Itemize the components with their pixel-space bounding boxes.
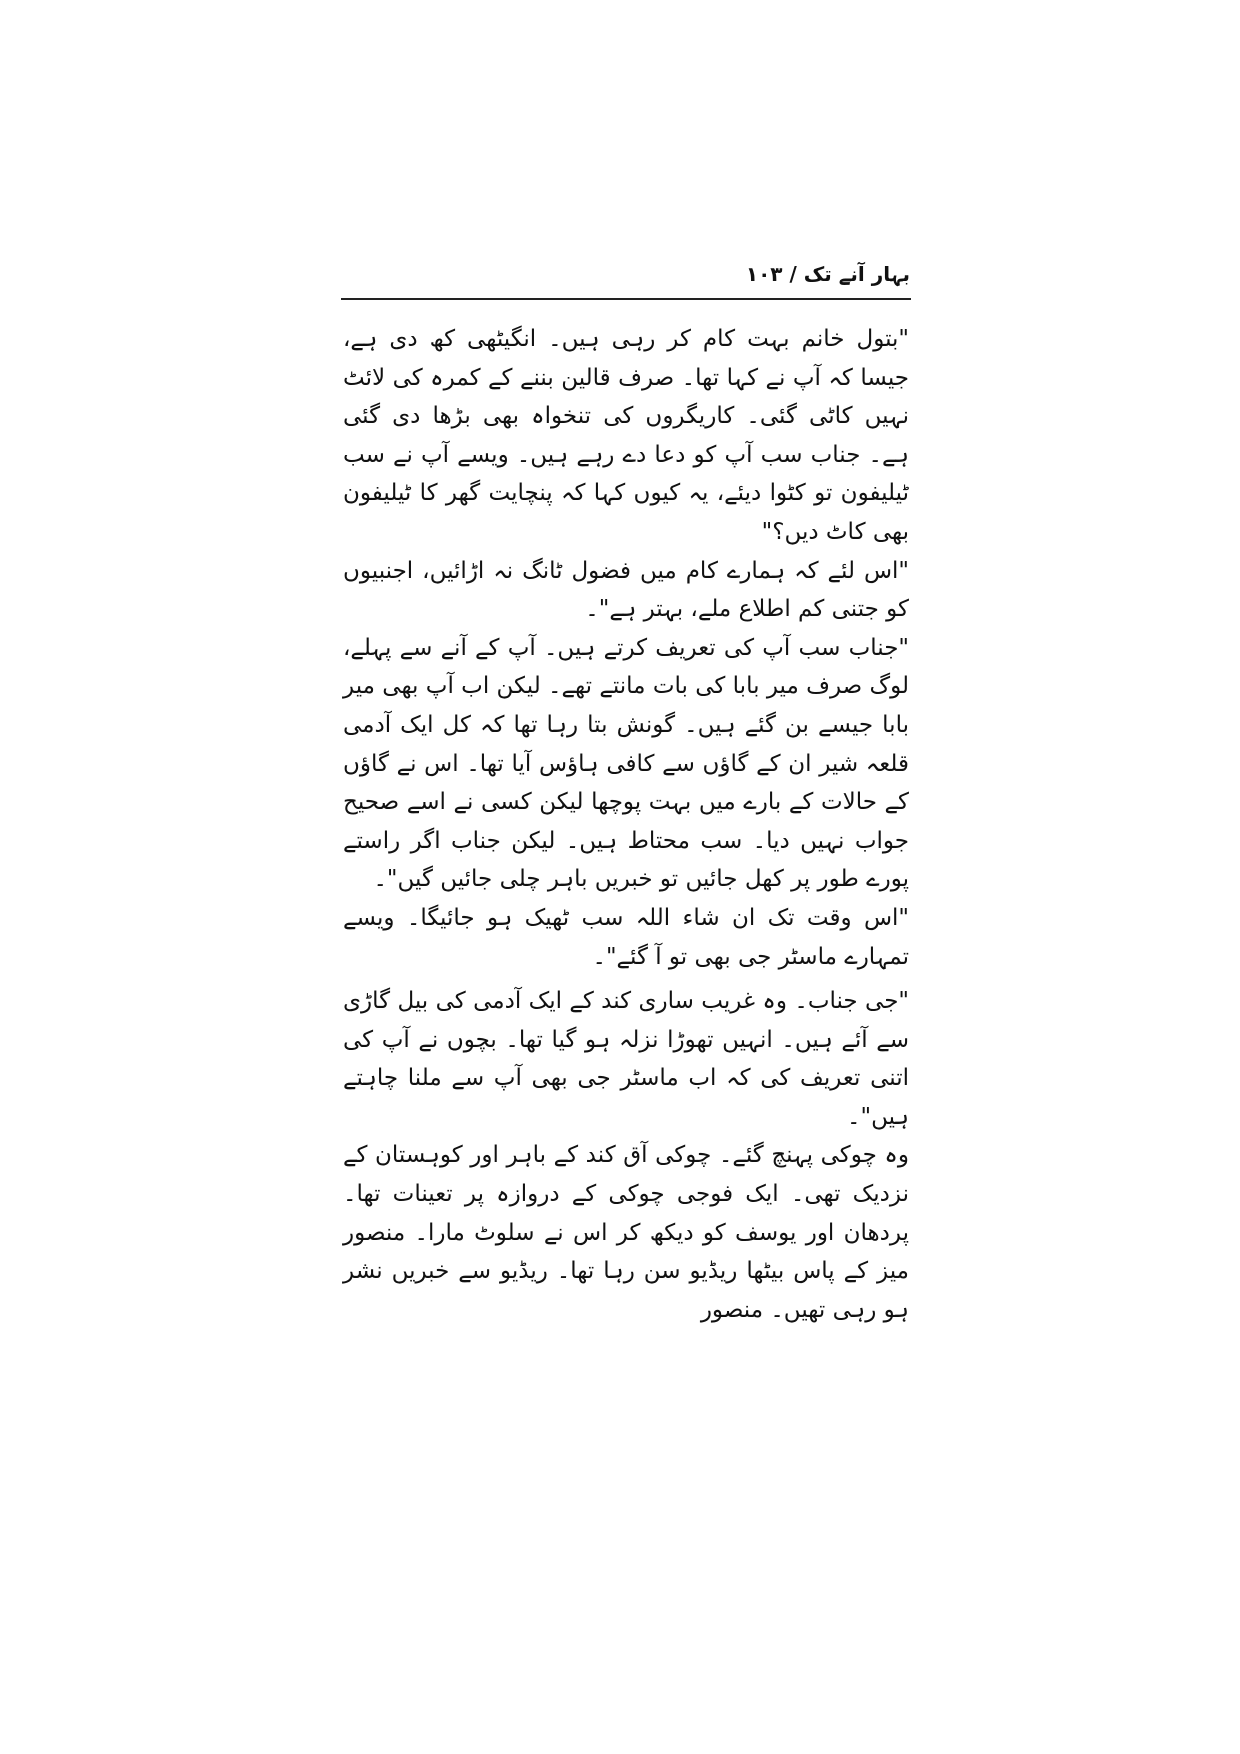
header-title: بہار آنے تک / ۱۰۳ bbox=[745, 262, 910, 286]
paragraph-6: وہ چوکی پہنچ گئے۔ چوکی آق کند کے باہر اور کوہستان کے نزدیک تھی۔ ایک فوجی چوکی کے دروازہ پر تعینات تھا۔ پردھان اور یوسف کو دیکھ کر اس نے سلوٹ مارا۔ منصور میز کے پاس بیٹھا ریڈیو سن رہا تھا۔ ریڈیو سے خبریں نشر ہو رہی تھیں۔ منصور bbox=[343, 1142, 909, 1323]
paragraph-2: "اس لئے کہ ہمارے کام میں فضول ٹانگ نہ اڑائیں، اجنبیوں کو جتنی کم اطلاع ملے، بہتر ہے"۔ bbox=[343, 557, 909, 623]
running-header bbox=[340, 256, 910, 296]
paragraph-4: "اس وقت تک ان شاء اللہ سب ٹھیک ہو جائیگا۔ ویسے تمہارے ماسٹر جی بھی تو آ گئے"۔ bbox=[343, 904, 909, 970]
paragraph-1: "بتول خانم بہت کام کر رہی ہیں۔ انگیٹھی کھ دی ہے، جیسا کہ آپ نے کہا تھا۔ صرف قالین بننے کے کمرہ کی لائٹ نہیں کاٹی گئی۔ کاریگروں کی تنخواہ بھی بڑھا دی گئی ہے۔ جناب سب آپ کو دعا دے رہے ہیں۔ ویسے آپ نے سب ٹیلیفون تو کٹوا دیئے، یہ کیوں کہا کہ پنچایت گھر کا ٹیلیفون بھی کاٹ دیں؟" bbox=[343, 326, 909, 545]
paragraph-5: "جی جناب۔ وہ غریب ساری کند کے ایک آدمی کی بیل گاڑی سے آئے ہیں۔ انہیں تھوڑا نزلہ ہو گیا تھا۔ بچوں نے آپ کی اتنی تعریف کی کہ اب ماسٹر جی بھی آپ سے ملنا چاہتے ہیں"۔ bbox=[343, 988, 909, 1130]
paragraph-3: "جناب سب آپ کی تعریف کرتے ہیں۔ آپ کے آنے سے پہلے، لوگ صرف میر بابا کی بات مانتے تھے۔ لیکن اب آپ بھی میر بابا جیسے بن گئے ہیں۔ گونش بتا رہا تھا کہ کل ایک آدمی قلعہ شیر ان کے گاؤں سے کافی ہاؤس آیا تھا۔ اس نے گاؤں کے حالات کے بارے میں بہت پوچھا لیکن کسی نے اسے صحیح جواب نہیں دیا۔ سب محتاط ہیں۔ لیکن جناب اگر راستے پورے طور پر کھل جائیں تو خبریں باہر چلی جائیں گیں"۔ bbox=[343, 634, 909, 893]
page-body bbox=[343, 320, 909, 1329]
header-divider bbox=[341, 298, 911, 300]
